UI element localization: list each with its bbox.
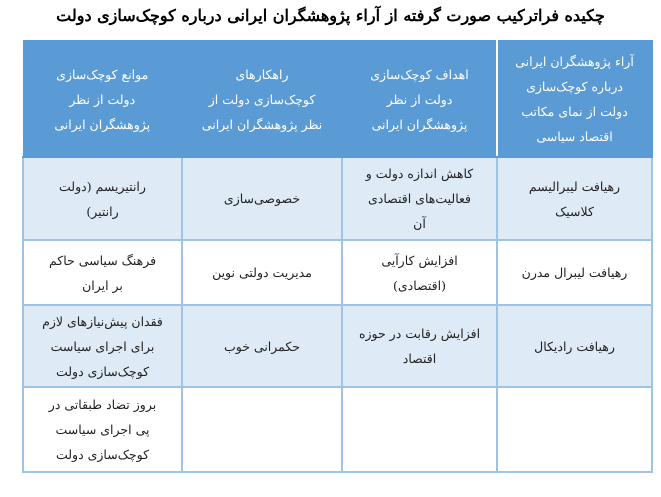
header-obstacles: موانع کوچک‌سازی دولت از نظر پژوهشگران ایرانی — [23, 41, 182, 157]
table-row — [23, 305, 652, 387]
table-cell — [497, 387, 652, 472]
table-cell: مدیریت دولتی نوین — [182, 240, 342, 305]
table-cell — [342, 387, 497, 472]
table-cell: افزایش رقابت در حوزه اقتصاد — [342, 305, 497, 387]
table-cell: حکمرانی خوب — [182, 305, 342, 387]
table-row — [23, 387, 652, 472]
table-cell — [182, 387, 342, 472]
header-schools-views: آراء پژوهشگران ایرانی درباره کوچک‌سازی دولت از نمای مکاتب اقتصاد سیاسی — [497, 41, 652, 157]
header-goals: اهداف کوچک‌سازی دولت از نظر پژوهشگران ایرانی — [342, 41, 497, 157]
table-cell: فقدان پیش‌نیازهای لازم برای اجرای سیاست کوچک‌سازی دولت — [23, 305, 182, 387]
table-cell: رهیافت لیبرالیسم کلاسیک — [497, 157, 652, 240]
table-cell: رهیافت رادیکال — [497, 305, 652, 387]
table-row — [23, 240, 652, 305]
table-cell: افزایش کارآیی (اقتصادی) — [342, 240, 497, 305]
header-strategies: راهکارهای کوچک‌سازی دولت از نظر پژوهشگران ایرانی — [182, 41, 342, 157]
table-header-row — [23, 41, 652, 157]
document-title: چکیده فراترکیب صورت گرفته از آراء پژوهشگران ایرانی درباره کوچک‌سازی دولت — [56, 6, 605, 25]
table-cell: کاهش اندازه دولت و فعالیت‌های اقتصادی آن — [342, 157, 497, 240]
table-row — [23, 157, 652, 240]
meta-synthesis-table — [22, 40, 653, 473]
table-cell: رهیافت لیبرال مدرن — [497, 240, 652, 305]
table-cell: فرهنگ سیاسی حاکم بر ایران — [23, 240, 182, 305]
table-cell: خصوصی‌سازی — [182, 157, 342, 240]
table-cell: بروز تضاد طبقاتی در پی اجرای سیاست کوچک‌سازی دولت — [23, 387, 182, 472]
table-cell: رانتیریسم (دولت رانتیر) — [23, 157, 182, 240]
